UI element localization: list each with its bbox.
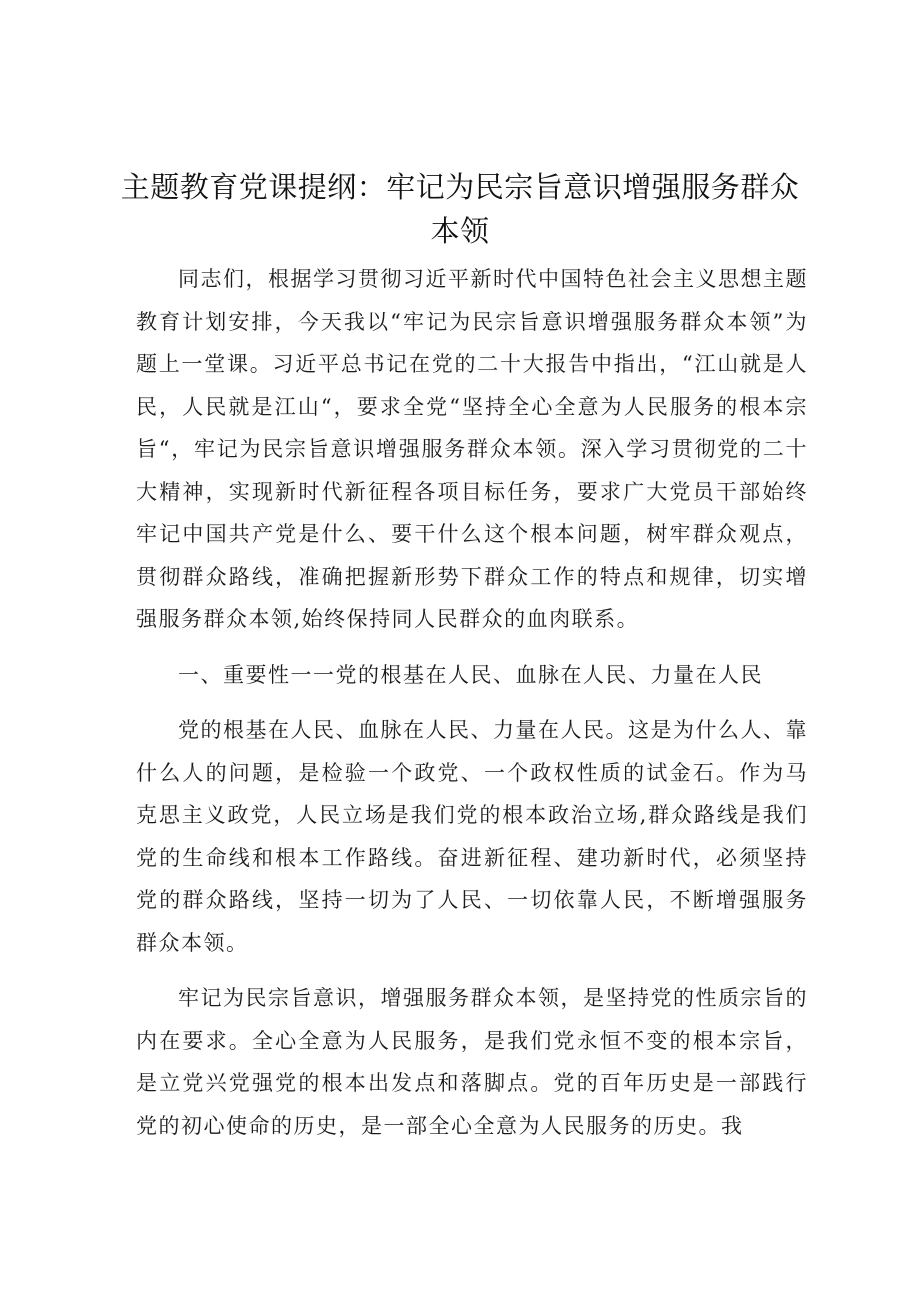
section-heading: 一、重要性一一党的根基在人民、血脉在人民、力量在人民 xyxy=(178,662,763,687)
document-title: 主题教育党课提纲：牢记为民宗旨意识增强服务群众本领 xyxy=(120,170,800,248)
body-paragraph: 党的根基在人民、血脉在人民、力量在人民。这是为什么人、靠什么人的问题，是检验一个政党、一个政权性质的试金石。作为马克思主义政党，人民立场是我们党的根本政治立场,群众路线是我们党的生命线和根本工作路线。奋进新征程、建功新时代，必须坚持党的群众路线，坚持一切为了人民、一切依靠人民，不断增强服务群众本领。 xyxy=(136,718,808,955)
intro-paragraph: 同志们，根据学习贯彻习近平新时代中国特色社会主义思想主题教育计划安排，今天我以“牢记为民宗旨意识增强服务群众本领”为题上一堂课。习近平总书记在党的二十大报告中指出，“江山就是人民，人民就是江山“，要求全党“坚持全心全意为人民服务的根本宗旨“，牢记为民宗旨意识增强服务群众本领。深入学习贯彻党的二十大精神，实现新时代新征程各项目标任务，要求广大党员干部始终牢记中国共产党是什么、要干什么这个根本问题，树牢群众观点，贯彻群众路线，准确把握新形势下群众工作的特点和规律，切实增强服务群众本领,始终保持同人民群众的血肉联系。 xyxy=(136,267,808,631)
document-body xyxy=(136,258,808,1160)
body-paragraph: 牢记为民宗旨意识，增强服务群众本领，是坚持党的性质宗旨的内在要求。全心全意为人民服务，是我们党永恒不变的根本宗旨，是立党兴党强党的根本出发点和落脚点。党的百年历史是一部践行党的初心使命的历史，是一部全心全意为人民服务的历史。我 xyxy=(136,986,808,1138)
